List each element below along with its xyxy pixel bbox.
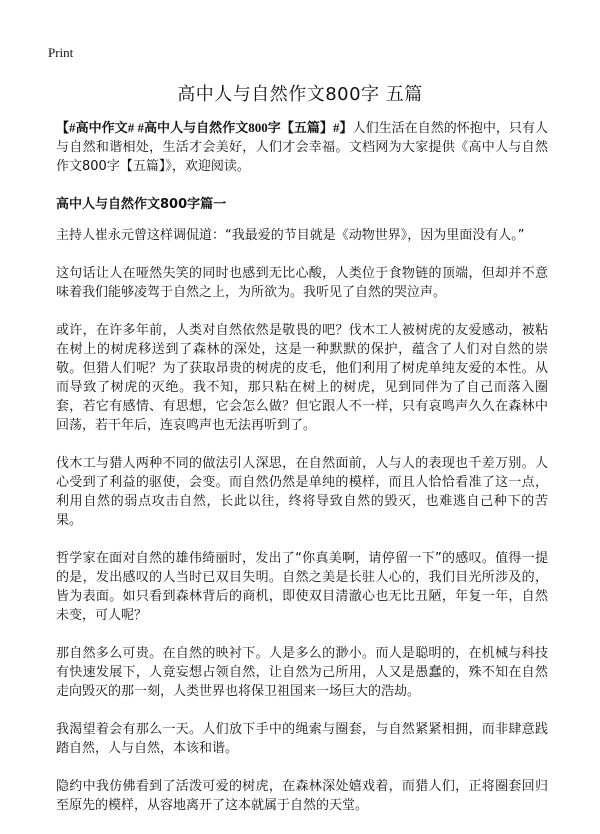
paragraph-6: 那自然多么可贵。在自然的映衬下。人是多么的渺小。而人是聪明的，在机械与科技有快速发展下，人竟妄想占领自然，让自然为己所用，人又是愚蠢的，殊不知在自然走向毁灭的那一刻，人类世界也将保卫祖国来一场巨大的浩劫。 xyxy=(56,646,548,699)
paragraph-8: 隐约中我仿佛看到了活泼可爱的树虎，在森林深处嬉戏着，而猎人们，正将圈套回归至原先的模样，从容地离开了这本就属于自然的天堂。 xyxy=(56,779,548,813)
section-heading: 高中人与自然作文800字篇一 xyxy=(56,197,227,212)
paragraph-2: 这句话让人在哑然失笑的同时也感到无比心酸，人类位于食物链的顶端，但却并不意味着我们能够凌驾于自然之上，为所欲为。我听见了自然的哭泣声。 xyxy=(56,266,548,300)
intro-paragraph xyxy=(56,118,548,176)
paragraph-7: 我渴望着会有那么一天。人们放下手中的绳索与圈套，与自然紧紧相拥，而非肆意践踏自然，人与自然，本该和谐。 xyxy=(56,722,548,756)
page-title: 高中人与自然作文800字 五篇 xyxy=(177,84,423,105)
print-link[interactable]: Print xyxy=(48,45,74,60)
paragraph-5: 哲学家在面对自然的雄伟绮丽时，发出了“你真美啊，请停留一下”的感叹。值得一提的是，发出感叹的人当时已双目失明。自然之美是长驻人心的，我们目光所涉及的，皆为表面。如只看到森林背后的商机，即使双目清澈心也无比丑陋，年复一年，自然未变，可人呢？ xyxy=(56,551,548,623)
article-body xyxy=(56,118,548,834)
paragraph-3: 或许，在许多年前，人类对自然依然是敬畏的吧？伐木工人被树虎的友爱感动，被粘在树上的树虎移送到了森林的深处，这是一种默默的保护，蕴含了人们对自然的崇敬。但猎人们呢？为了获取昂贵的树虎的皮毛，他们利用了树虎单纯友爱的本性。从而导致了树虎的灭绝。我不知，那只粘在树上的树虎，见到同伴为了自己而落入圈套，若它有感情、有思想，它会怎么做？但它跟人不一样，只有哀鸣声久久在森林中回荡，若干年后，连哀鸣声也无法再听到了。 xyxy=(56,323,548,433)
intro-tag: 【#高中作文# #高中人与自然作文800字【五篇】#】 xyxy=(56,120,353,135)
paragraph-4: 伐木工与猎人两种不同的做法引人深思，在自然面前，人与人的表现也千差万别。人心受到了利益的驱使，会变。而自然仍然是单纯的模样，而且人恰恰看准了这一点，利用自然的弱点攻击自然，长此以往，终将导致自然的毁灭，也难逃自己种下的苦果。 xyxy=(56,456,548,528)
paragraph-1: 主持人崔永元曾这样调侃道：“我最爱的节目就是《动物世界》，因为里面没有人。” xyxy=(56,228,525,243)
intro-text: 人们生活在自然的怀抱中，只有人与自然和谐相处，生活才会美好，人们才会幸福。文档网为大家提供《高中人与自然作文800字【五篇】》，欢迎阅读。 xyxy=(56,121,548,174)
